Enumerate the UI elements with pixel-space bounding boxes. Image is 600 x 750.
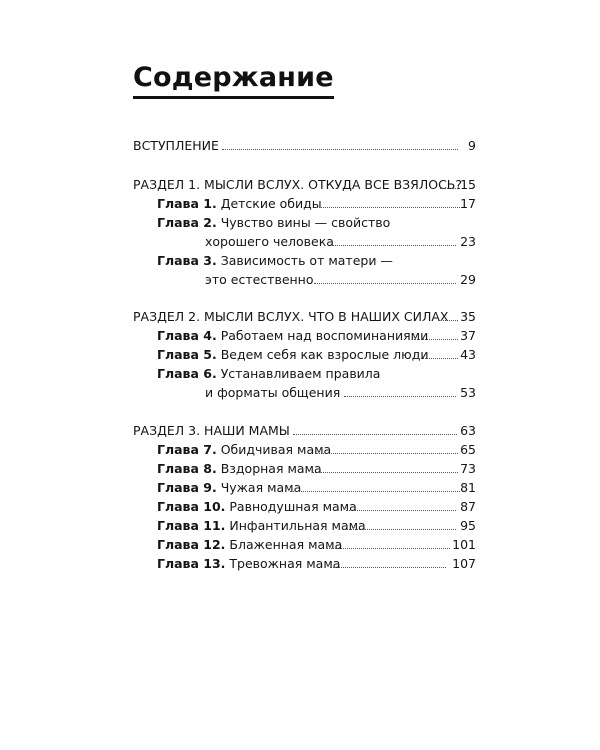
toc-page-number: 65 xyxy=(460,442,476,457)
toc-entry-label xyxy=(157,366,380,382)
toc-entry-label xyxy=(157,480,301,496)
toc-page-number: 87 xyxy=(460,499,476,514)
chapter-number: Глава 12. xyxy=(157,537,226,552)
toc-page-number: 35 xyxy=(460,309,476,324)
toc-entry-part-2[interactable] xyxy=(0,309,600,325)
toc-entry-label: РАЗДЕЛ 3. НАШИ МАМЫ xyxy=(133,423,290,438)
toc-entry-chapter-1[interactable] xyxy=(0,196,600,212)
toc-entry-chapter-3-cont[interactable] xyxy=(0,272,600,288)
dot-leader xyxy=(290,491,460,492)
chapter-title: Тревожная мама xyxy=(229,556,341,571)
chapter-number: Глава 8. xyxy=(157,461,217,476)
chapter-title: Обидчивая мама xyxy=(220,442,332,457)
toc-entry-label xyxy=(157,537,342,553)
toc-entry-chapter-6-cont[interactable] xyxy=(0,385,600,401)
dot-leader xyxy=(346,510,456,511)
toc-entry-label xyxy=(157,347,428,363)
chapter-number: Глава 4. xyxy=(157,328,217,343)
toc-entry-part-1[interactable] xyxy=(0,177,600,193)
chapter-title: Устанавливаем правила xyxy=(220,366,381,381)
chapter-number: Глава 10. xyxy=(157,499,226,514)
toc-entry-label xyxy=(157,328,428,344)
toc-entry-chapter-8[interactable] xyxy=(0,461,600,477)
chapter-title: Чувство вины — свойство xyxy=(220,215,391,230)
dot-leader xyxy=(222,149,458,150)
chapter-title: Чужая мама xyxy=(220,480,302,495)
dot-leader xyxy=(438,320,458,321)
toc-entry-chapter-2-cont[interactable] xyxy=(0,234,600,250)
toc-page-number: 29 xyxy=(460,272,476,287)
toc-entry-chapter-11[interactable] xyxy=(0,518,600,534)
toc-entry-label xyxy=(157,253,393,269)
chapter-title: Равнодушная мама xyxy=(229,499,357,514)
dot-leader xyxy=(316,453,458,454)
chapter-number: Глава 6. xyxy=(157,366,217,381)
page-title: Содержание xyxy=(133,62,334,99)
chapter-title-continuation: это естественно xyxy=(205,272,314,287)
toc-page-number: 101 xyxy=(452,537,476,552)
dot-leader xyxy=(312,472,458,473)
dot-leader xyxy=(332,245,456,246)
toc-page-number: 81 xyxy=(460,480,476,495)
chapter-number: Глава 1. xyxy=(157,196,217,211)
chapter-title: Вздорная мама xyxy=(220,461,322,476)
toc-entry-chapter-7[interactable] xyxy=(0,442,600,458)
toc-entry-label xyxy=(157,215,390,231)
toc-entry-chapter-4[interactable] xyxy=(0,328,600,344)
chapter-number: Глава 7. xyxy=(157,442,217,457)
dot-leader xyxy=(344,396,456,397)
dot-leader xyxy=(440,188,460,189)
dot-leader xyxy=(326,548,450,549)
toc-page-number: 73 xyxy=(460,461,476,476)
chapter-title: Ведем себя как взрослые люди xyxy=(220,347,429,362)
toc-entry-chapter-2[interactable] xyxy=(0,215,600,231)
toc-page-number: 9 xyxy=(468,138,476,153)
dot-leader xyxy=(330,567,446,568)
toc-entry-chapter-6[interactable] xyxy=(0,366,600,382)
toc-page-number: 37 xyxy=(460,328,476,343)
toc-entry-chapter-3[interactable] xyxy=(0,253,600,269)
chapter-title: Инфантильная мама xyxy=(229,518,366,533)
toc-entry-chapter-12[interactable] xyxy=(0,537,600,553)
toc-page-number: 23 xyxy=(460,234,476,249)
chapter-number: Глава 9. xyxy=(157,480,217,495)
toc-entry-chapter-5[interactable] xyxy=(0,347,600,363)
dot-leader xyxy=(293,434,457,435)
dot-leader xyxy=(314,283,456,284)
chapter-number: Глава 3. xyxy=(157,253,217,268)
dot-leader xyxy=(316,207,462,208)
toc-page-number: 95 xyxy=(460,518,476,533)
chapter-number: Глава 11. xyxy=(157,518,226,533)
chapter-title: Блаженная мама xyxy=(229,537,343,552)
toc-entry-label: РАЗДЕЛ 1. МЫСЛИ ВСЛУХ. ОТКУДА ВСЕ ВЗЯЛОСЬ? xyxy=(133,177,463,192)
toc-page-number: 43 xyxy=(460,347,476,362)
toc-entry-chapter-13[interactable] xyxy=(0,556,600,572)
toc-page-number: 63 xyxy=(460,423,476,438)
toc-entry-label xyxy=(157,518,366,534)
toc-entry-label: ВСТУПЛЕНИЕ xyxy=(133,138,219,153)
toc-entry-label xyxy=(157,556,340,572)
dot-leader xyxy=(418,358,458,359)
toc-entry-label: РАЗДЕЛ 2. МЫСЛИ ВСЛУХ. ЧТО В НАШИХ СИЛАХ xyxy=(133,309,449,324)
toc-entry-label xyxy=(157,196,322,212)
toc-entry-intro[interactable] xyxy=(0,138,600,154)
toc-entry-chapter-9[interactable] xyxy=(0,480,600,496)
chapter-number: Глава 2. xyxy=(157,215,217,230)
dot-leader xyxy=(414,339,458,340)
toc-page-number: 17 xyxy=(460,196,476,211)
chapter-title-continuation: хорошего человека xyxy=(205,234,334,249)
toc-entry-label xyxy=(157,461,322,477)
toc-page-number: 53 xyxy=(460,385,476,400)
chapter-title: Работаем над воспоминаниями xyxy=(220,328,429,343)
chapter-title: Детские обиды xyxy=(220,196,322,211)
toc-page-number: 15 xyxy=(460,177,476,192)
toc-entry-label xyxy=(157,442,331,458)
dot-leader xyxy=(344,529,456,530)
chapter-title: Зависимость от матери — xyxy=(220,253,393,268)
chapter-number: Глава 13. xyxy=(157,556,226,571)
chapter-title-continuation: и форматы общения xyxy=(205,385,341,400)
toc-page-number: 107 xyxy=(452,556,476,571)
toc-entry-part-3[interactable] xyxy=(0,423,600,439)
toc-entry-chapter-10[interactable] xyxy=(0,499,600,515)
chapter-number: Глава 5. xyxy=(157,347,217,362)
toc-entry-label xyxy=(157,499,357,515)
